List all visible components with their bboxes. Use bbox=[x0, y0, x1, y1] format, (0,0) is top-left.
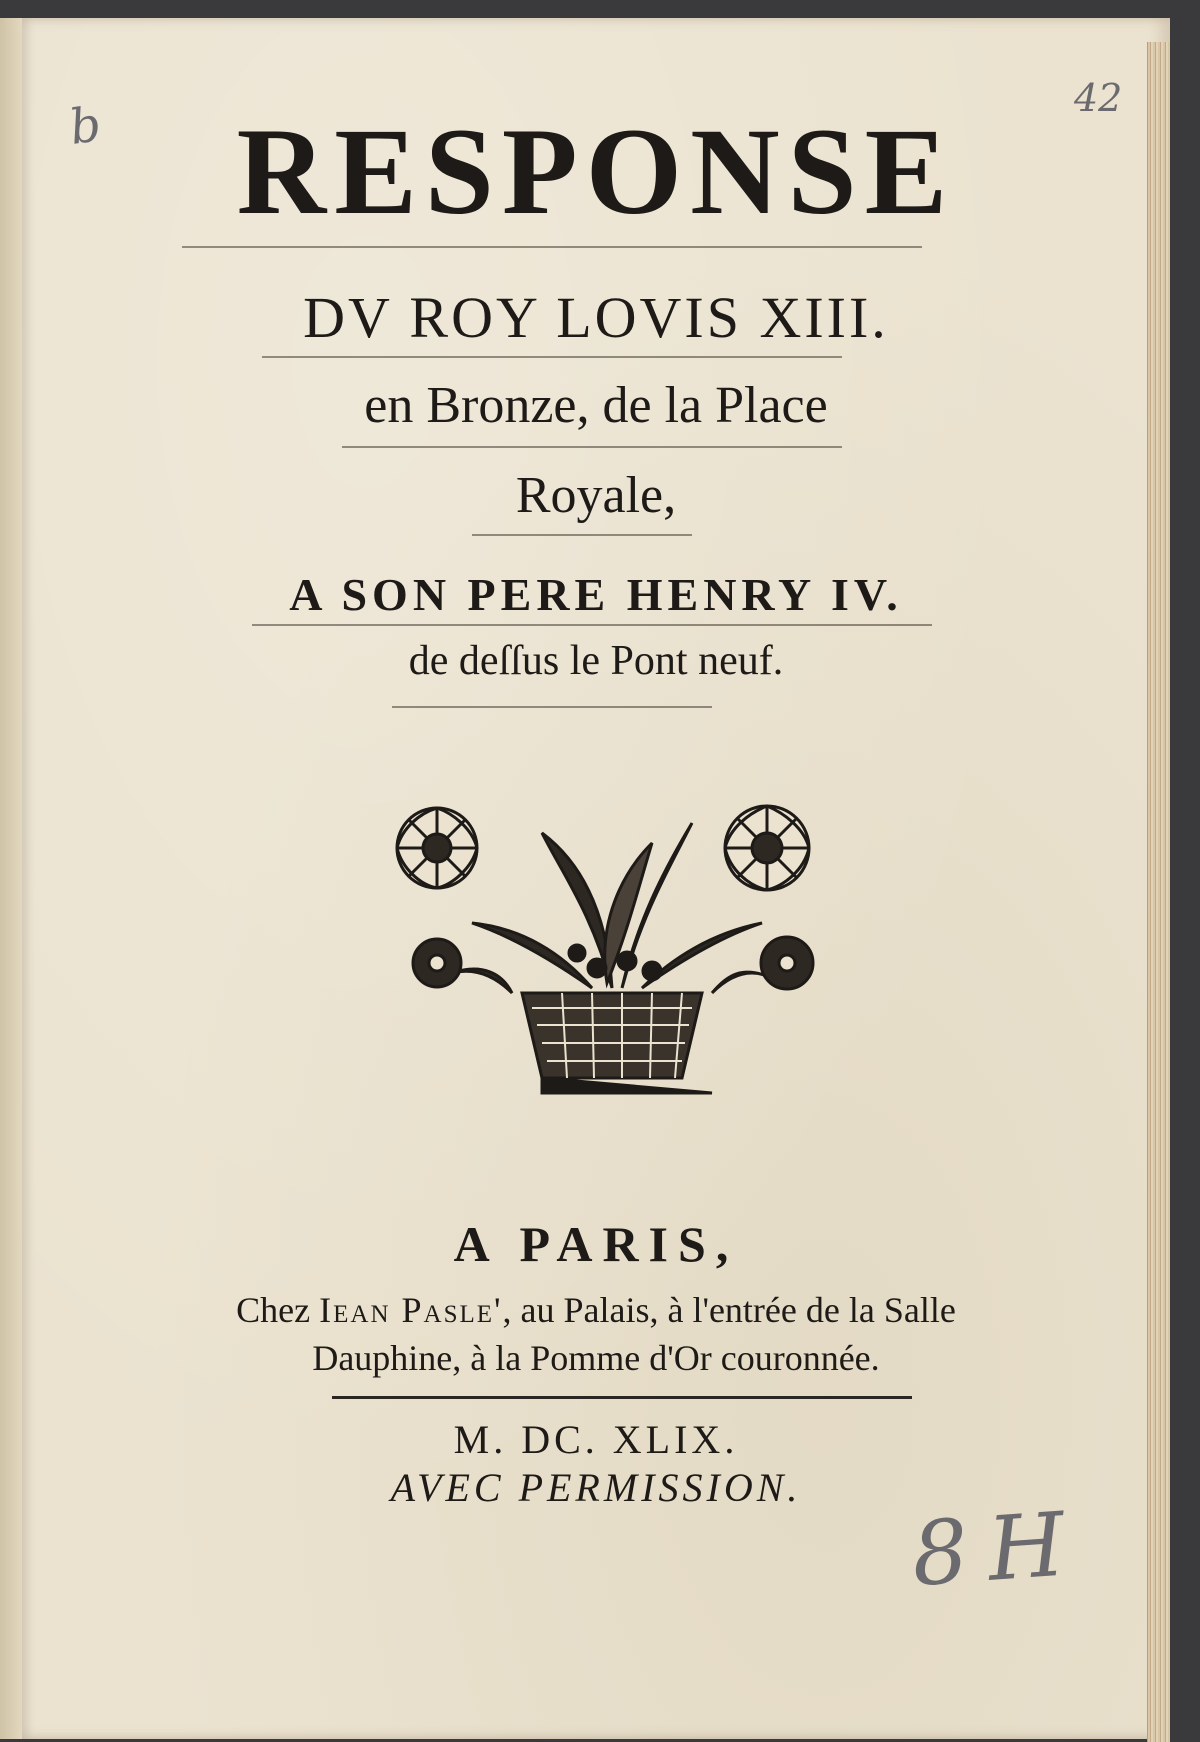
imprint-rule bbox=[332, 1396, 912, 1399]
subtitle-line-5: de deſſus le Pont neuf. bbox=[408, 638, 784, 684]
printer-prefix: Chez bbox=[236, 1290, 311, 1330]
pencil-folio-number: 42 bbox=[1074, 76, 1123, 120]
rule-6 bbox=[392, 706, 712, 708]
rule-5 bbox=[252, 624, 932, 626]
imprint-printer-line bbox=[22, 1288, 1170, 1332]
subtitle-line-2: en Bronze, de la Place bbox=[364, 377, 828, 434]
subtitle-line-3: Royale, bbox=[515, 467, 677, 524]
pencil-shelfmark: 8 H bbox=[908, 1492, 1065, 1607]
rule-3 bbox=[342, 446, 842, 448]
pencil-note-top-left: b bbox=[66, 96, 105, 156]
rule-4 bbox=[472, 534, 692, 536]
permission-notice: AVEC PERMISSION. bbox=[390, 1465, 802, 1510]
printer-name: Iean Pasle' bbox=[319, 1290, 503, 1330]
imprint-address-line: Dauphine, à la Pomme d'Or couronnée. bbox=[312, 1338, 880, 1378]
printer-suffix: , au Palais, à l'entrée de la Salle bbox=[502, 1290, 956, 1330]
rule-1 bbox=[182, 246, 922, 248]
imprint-city: A PARIS, bbox=[453, 1216, 739, 1272]
flower-basket-icon bbox=[392, 793, 842, 1113]
rule-2 bbox=[262, 356, 842, 358]
subtitle-line-1: DV ROY LOVIS XIII. bbox=[303, 285, 889, 350]
title-page bbox=[22, 18, 1170, 1739]
main-title: RESPONSE bbox=[236, 103, 956, 240]
subtitle-line-4: A SON PERE HENRY IV. bbox=[289, 569, 903, 620]
publication-year: M. DC. XLIX. bbox=[453, 1417, 739, 1462]
